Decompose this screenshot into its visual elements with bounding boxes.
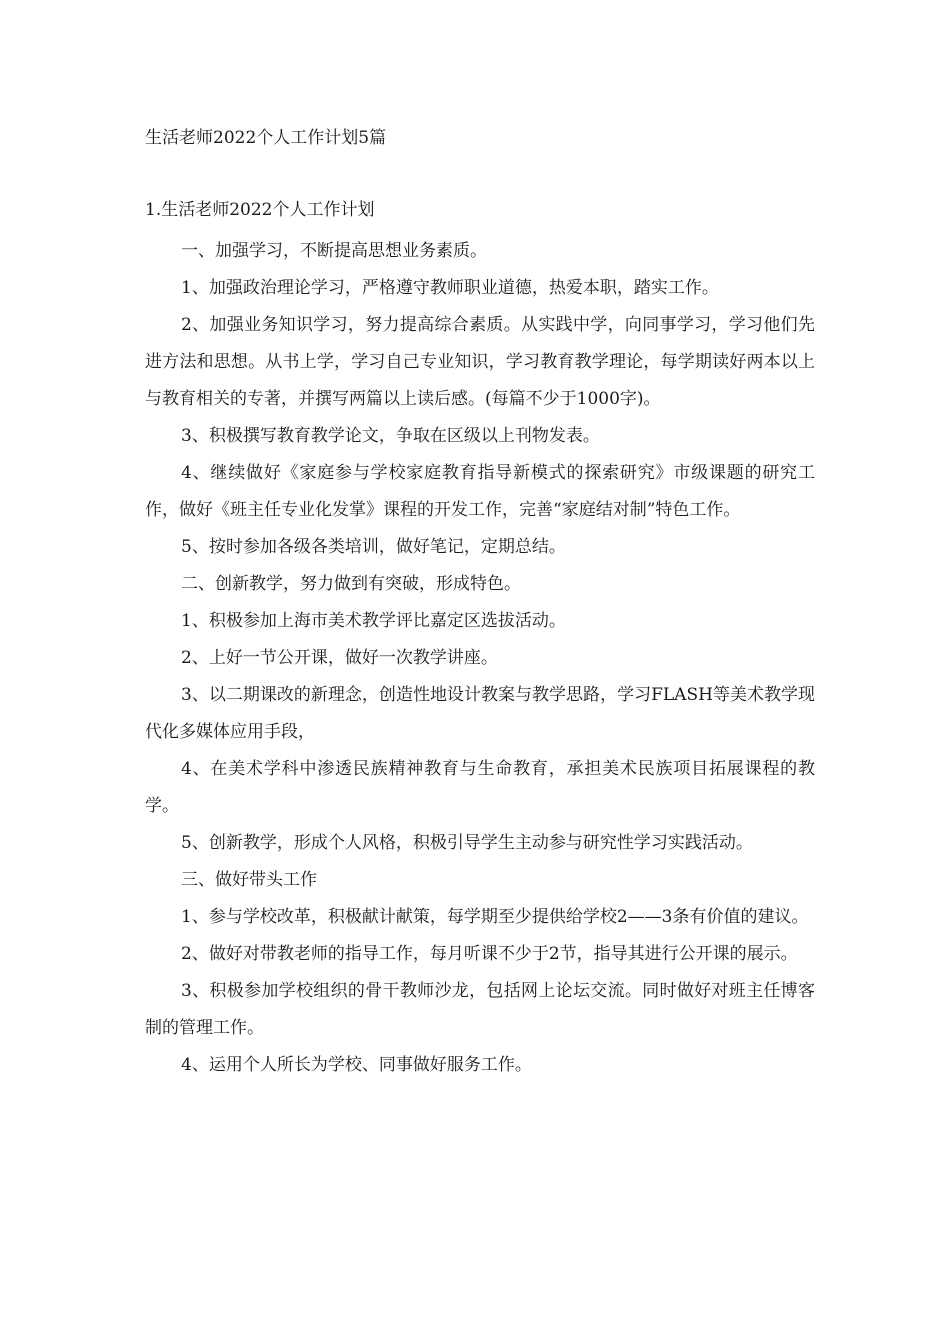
paragraph: 3、以二期课改的新理念，创造性地设计教案与教学思路，学习FLASH等美术教学现代化多媒体应用手段， [145,685,815,742]
paragraph: 2、上好一节公开课，做好一次教学讲座。 [181,648,498,668]
paragraph: 1、积极参加上海市美术教学评比嘉定区选拔活动。 [181,611,566,631]
paragraph: 4、运用个人所长为学校、同事做好服务工作。 [181,1055,532,1075]
paragraph: 1、参与学校改革，积极献计献策，每学期至少提供给学校2——3条有价值的建议。 [181,907,809,927]
paragraph-heading-1: 一、加强学习，不断提高思想业务素质。 [181,241,487,261]
paragraph-heading-3: 三、做好带头工作 [181,870,317,890]
document-body [145,233,815,1084]
paragraph-heading-2: 二、创新教学，努力做到有突破，形成特色。 [181,574,521,594]
paragraph: 3、积极参加学校组织的骨干教师沙龙，包括网上论坛交流。同时做好对班主任博客制的管理工作。 [145,981,815,1038]
paragraph: 1、加强政治理论学习，严格遵守教师职业道德，热爱本职，踏实工作。 [181,278,719,298]
paragraph: 2、做好对带教老师的指导工作，每月听课不少于2节，指导其进行公开课的展示。 [181,944,798,964]
paragraph: 4、在美术学科中渗透民族精神教育与生命教育，承担美术民族项目拓展课程的教学。 [145,759,815,816]
paragraph: 3、积极撰写教育教学论文，争取在区级以上刊物发表。 [181,426,600,446]
paragraph: 4、继续做好《家庭参与学校家庭教育指导新模式的探索研究》市级课题的研究工作，做好《班主任专业化发掌》课程的开发工作，完善“家庭结对制”特色工作。 [145,463,815,520]
paragraph: 5、按时参加各级各类培训，做好笔记，定期总结。 [181,537,566,557]
section-title: 1.生活老师2022个人工作计划 [145,200,375,220]
paragraph: 2、加强业务知识学习，努力提高综合素质。从实践中学，向同事学习，学习他们先进方法和思想。从书上学，学习自己专业知识，学习教育教学理论，每学期读好两本以上与教育相关的专著，并撰写两篇以上读后感。(每篇不少于1000字)。 [145,315,815,409]
document-title: 生活老师2022个人工作计划5篇 [145,128,387,148]
paragraph: 5、创新教学，形成个人风格，积极引导学生主动参与研究性学习实践活动。 [181,833,753,853]
